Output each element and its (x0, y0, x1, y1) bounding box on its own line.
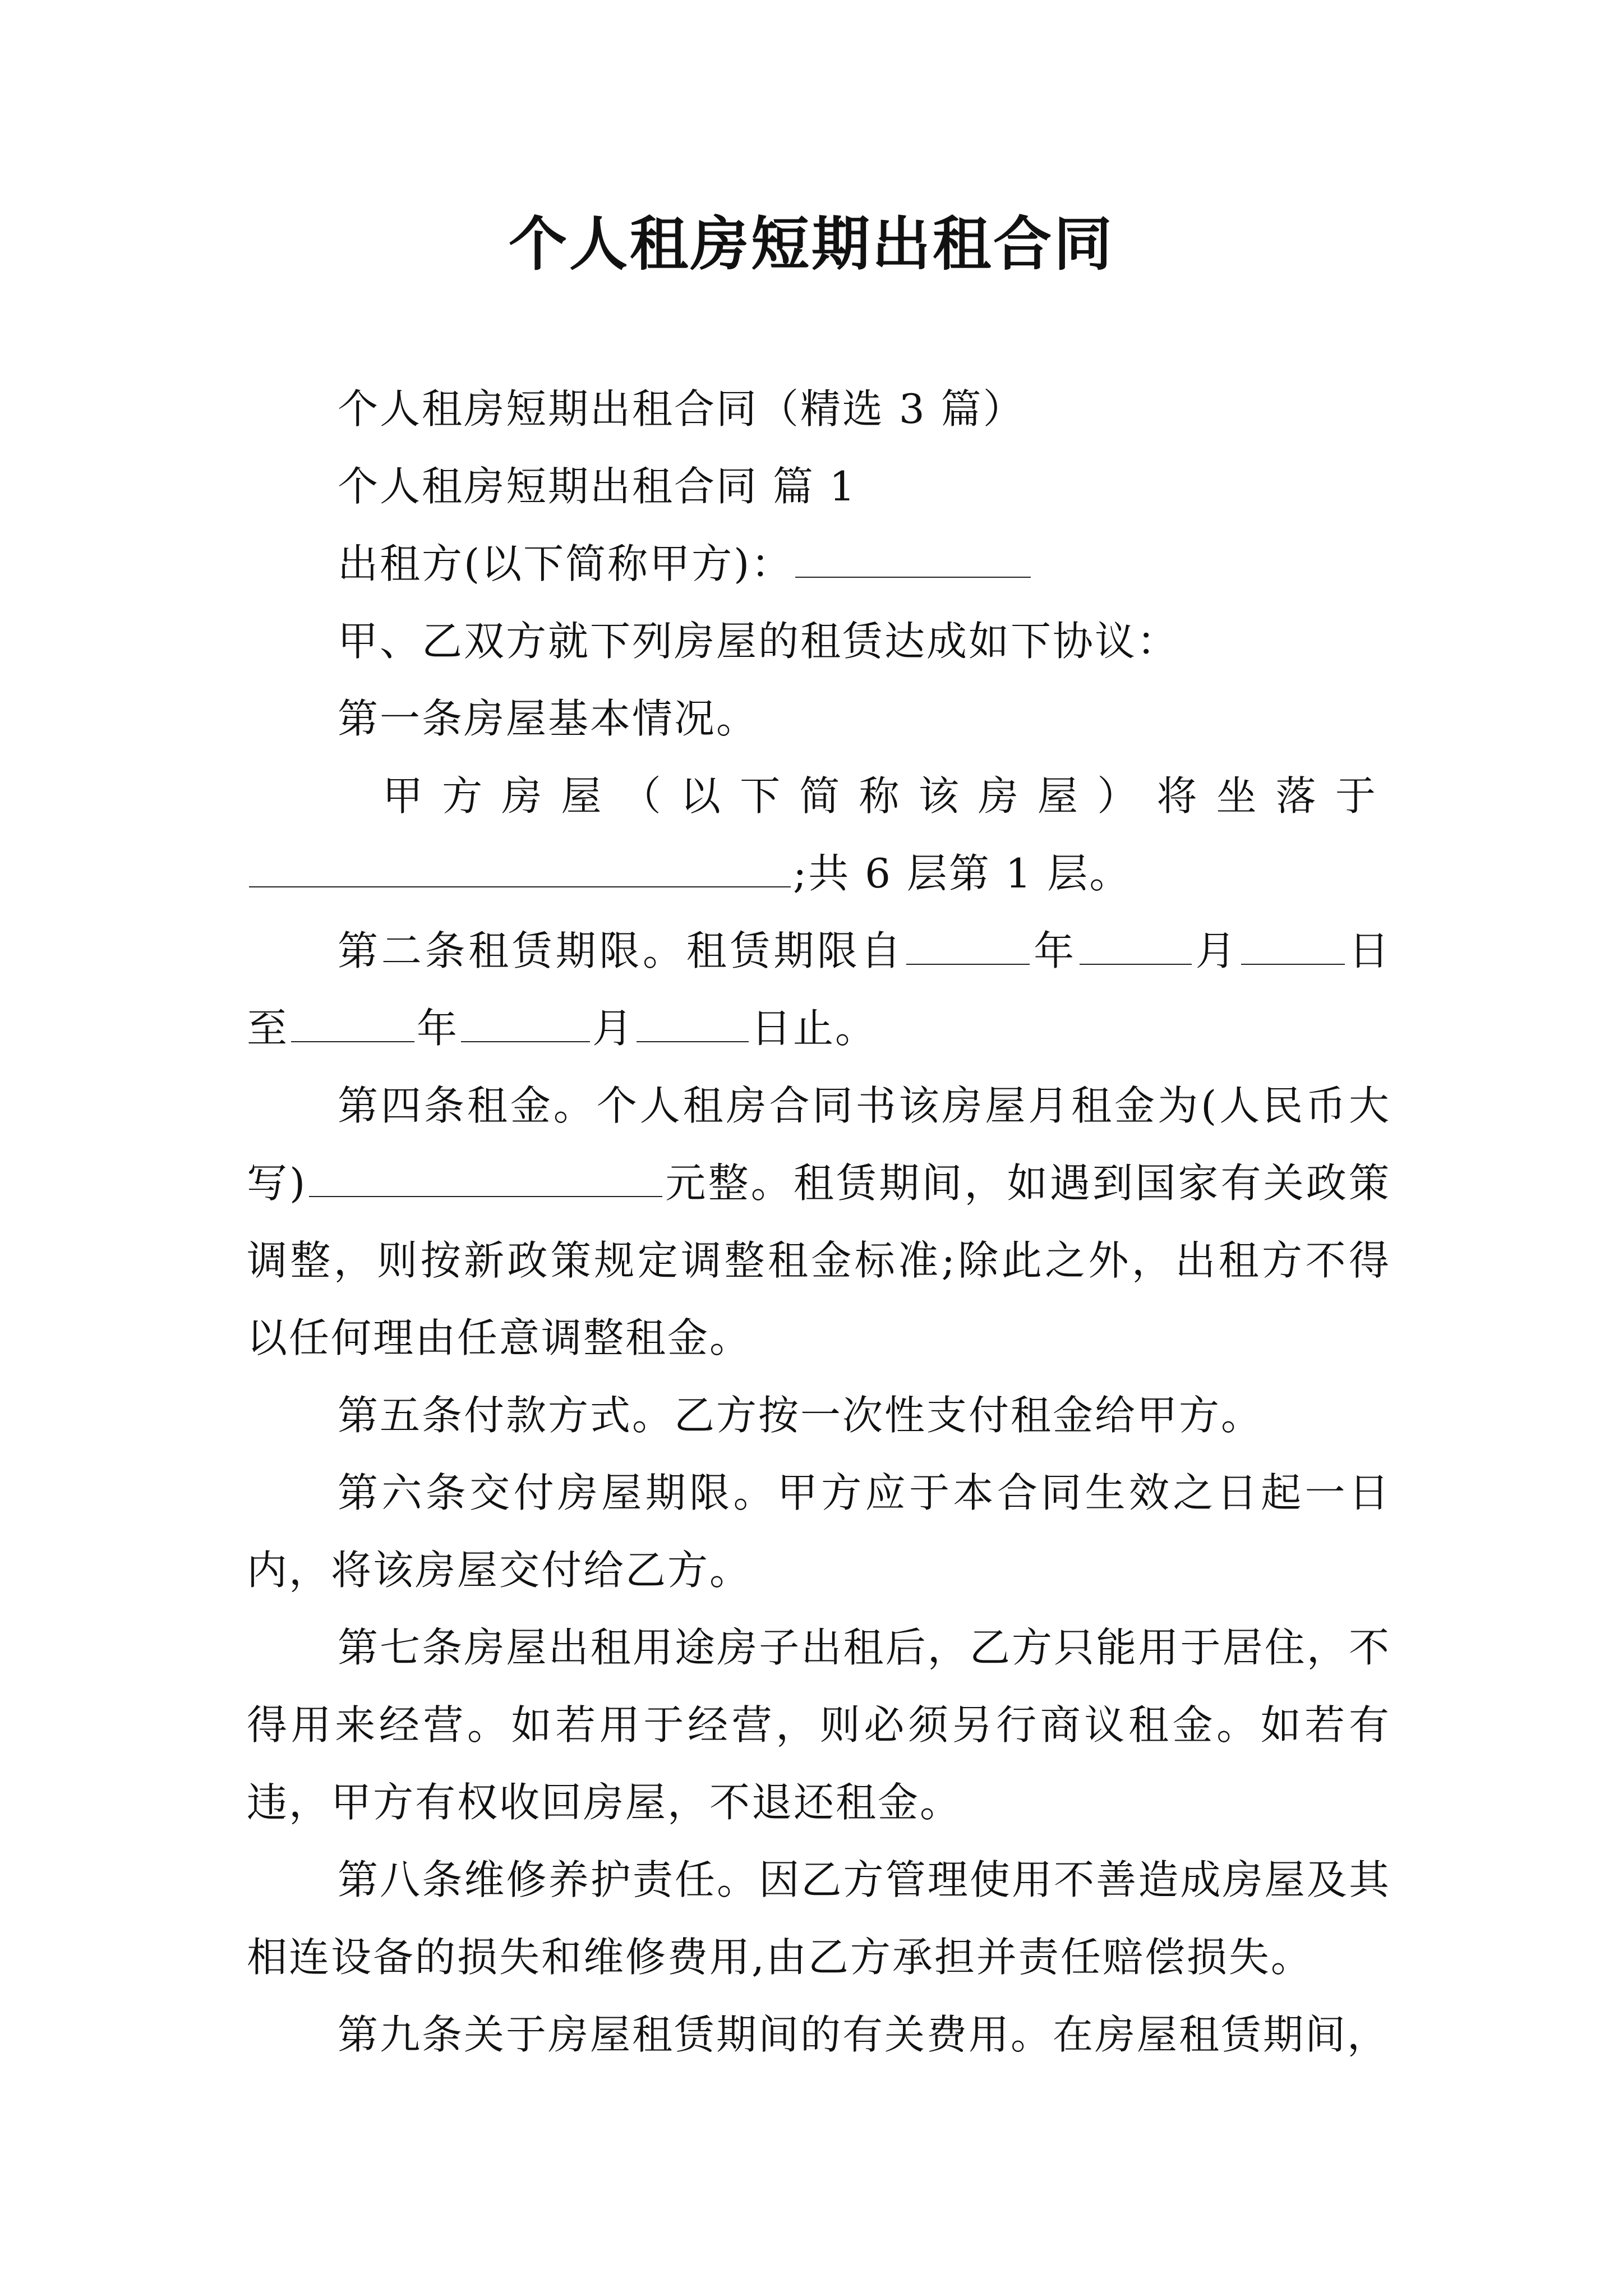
document-title: 个人租房短期出租合同 (508, 209, 1114, 278)
article-2-end-label: 日止。 (751, 1005, 878, 1052)
article-7: 第七条房屋出租用途房子出租后，乙方只能用于居住，不得用来经营。如若用于经营，则必须另行商议租金。如若有违，甲方有权收回房屋，不退还租金。 (247, 1624, 1391, 1826)
rent-amount-blank (309, 1159, 662, 1197)
article-9: 第九条关于房屋租赁期间的有关费用。在房屋租赁期间， (338, 2011, 1390, 2058)
lessor-blank (795, 540, 1031, 578)
article-2-to-label: 至 (247, 1005, 289, 1052)
article-1-body-b: ;共 6 层第 1 层。 (793, 850, 1132, 897)
article-1-body-a: 甲方房屋（以下简称该房屋）将坐落于 (382, 772, 1391, 820)
end-year-blank (291, 1004, 414, 1042)
document-subtitle: 个人租房短期出租合同（精选 3 篇） (338, 385, 1025, 432)
agreement-intro: 甲、乙双方就下列房屋的租赁达成如下协议： (338, 618, 1179, 665)
article-4-text-b: 元整。租赁期间，如遇到国家有关政策调整，则按新政策规定调整租金标准;除此之外，出租方不得以任何理由任意调整租金。 (247, 1159, 1391, 1361)
article-1-heading: 第一条房屋基本情况。 (338, 695, 759, 742)
article-8: 第八条维修养护责任。因乙方管理使用不善造成房屋及其相连设备的损失和维修费用,由乙方承担并责任赔偿损失。 (247, 1856, 1391, 1981)
address-blank (249, 849, 791, 887)
end-day-blank (637, 1004, 749, 1042)
lessor-line (247, 525, 1391, 602)
article-5: 第五条付款方式。乙方按一次性支付租金给甲方。 (338, 1392, 1264, 1439)
article-4 (247, 1067, 1391, 1377)
article-2-month-label: 月 (1193, 927, 1239, 974)
article-1-body-b-line (247, 835, 1391, 912)
lessor-label: 出租方(以下简称甲方)： (338, 540, 794, 587)
article-2-month2-label: 月 (592, 1005, 635, 1052)
start-day-blank (1241, 927, 1345, 965)
article-2-text: 第二条租赁期限。租赁期限自 (338, 927, 905, 974)
article-2-year2-label: 年 (417, 1005, 459, 1052)
article-2-day-label: 日 (1347, 927, 1391, 974)
article-4-text-a: 第四条租金。个人租房合同书该房屋月租金为(人民币大写) (247, 1082, 1391, 1207)
start-month-blank (1080, 927, 1192, 965)
document-body (247, 370, 1391, 2073)
end-month-blank (461, 1004, 590, 1042)
article-6: 第六条交付房屋期限。甲方应于本合同生效之日起一日内，将该房屋交付给乙方。 (247, 1469, 1391, 1594)
article-2 (247, 912, 1391, 1067)
start-year-blank (906, 927, 1030, 965)
article-2-year-label: 年 (1032, 927, 1077, 974)
section-heading: 个人租房短期出租合同 篇 1 (338, 463, 857, 510)
